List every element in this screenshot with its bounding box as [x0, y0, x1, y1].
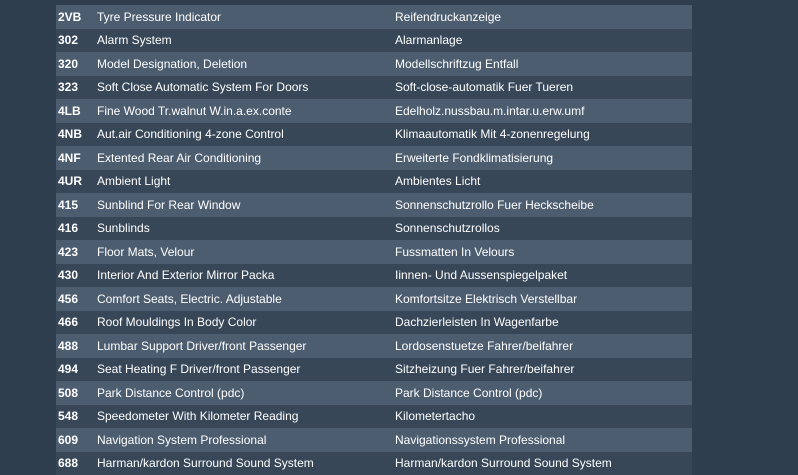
option-code: 320 [56, 57, 97, 71]
option-code: 488 [56, 339, 97, 353]
option-english: Soft Close Automatic System For Doors [97, 80, 395, 94]
table-row [56, 76, 692, 100]
option-english: Speedometer With Kilometer Reading [97, 409, 395, 423]
option-german: Ambientes Licht [395, 174, 692, 188]
option-german: Lordosenstuetze Fahrer/beifahrer [395, 339, 692, 353]
option-code: 508 [56, 386, 97, 400]
option-code: 323 [56, 80, 97, 94]
option-english: Sunblind For Rear Window [97, 198, 395, 212]
option-german: Komfortsitze Elektrisch Verstellbar [395, 292, 692, 306]
option-english: Seat Heating F Driver/front Passenger [97, 362, 395, 376]
option-english: Harman/kardon Surround Sound System [97, 456, 395, 470]
table-row [56, 381, 692, 405]
option-code: 430 [56, 268, 97, 282]
table-row [56, 358, 692, 382]
option-code: 302 [56, 33, 97, 47]
option-german: Kilometertacho [395, 409, 692, 423]
option-code: 415 [56, 198, 97, 212]
options-table [56, 5, 692, 475]
table-row [56, 287, 692, 311]
option-english: Ambient Light [97, 174, 395, 188]
option-german: Soft-close-automatik Fuer Tueren [395, 80, 692, 94]
option-english: Floor Mats, Velour [97, 245, 395, 259]
option-code: 4NB [56, 127, 97, 141]
table-row [56, 99, 692, 123]
option-german: Sonnenschutzrollo Fuer Heckscheibe [395, 198, 692, 212]
option-english: Roof Mouldings In Body Color [97, 315, 395, 329]
option-english: Interior And Exterior Mirror Packa [97, 268, 395, 282]
option-code: 4UR [56, 174, 97, 188]
option-english: Comfort Seats, Electric. Adjustable [97, 292, 395, 306]
option-german: Modellschriftzug Entfall [395, 57, 692, 71]
option-english: Lumbar Support Driver/front Passenger [97, 339, 395, 353]
option-german: Navigationssystem Professional [395, 433, 692, 447]
option-code: 494 [56, 362, 97, 376]
table-row [56, 29, 692, 53]
table-row [56, 170, 692, 194]
option-german: Iinnen- Und Aussenspiegelpaket [395, 268, 692, 282]
option-code: 2VB [56, 10, 97, 24]
table-row [56, 405, 692, 429]
option-german: Edelholz.nussbau.m.intar.u.erw.umf [395, 104, 692, 118]
option-german: Sitzheizung Fuer Fahrer/beifahrer [395, 362, 692, 376]
table-row [56, 311, 692, 335]
option-german: Sonnenschutzrollos [395, 221, 692, 235]
option-german: Fussmatten In Velours [395, 245, 692, 259]
option-code: 688 [56, 456, 97, 470]
table-row [56, 146, 692, 170]
table-row [56, 5, 692, 29]
option-german: Dachzierleisten In Wagenfarbe [395, 315, 692, 329]
option-code: 4NF [56, 151, 97, 165]
option-english: Tyre Pressure Indicator [97, 10, 395, 24]
option-english: Park Distance Control (pdc) [97, 386, 395, 400]
option-german: Erweiterte Fondklimatisierung [395, 151, 692, 165]
option-german: Reifendruckanzeige [395, 10, 692, 24]
table-row [56, 428, 692, 452]
option-english: Sunblinds [97, 221, 395, 235]
option-code: 4LB [56, 104, 97, 118]
table-row [56, 193, 692, 217]
option-code: 423 [56, 245, 97, 259]
option-english: Fine Wood Tr.walnut W.in.a.ex.conte [97, 104, 395, 118]
option-german: Klimaautomatik Mit 4-zonenregelung [395, 127, 692, 141]
table-row [56, 52, 692, 76]
option-code: 416 [56, 221, 97, 235]
option-english: Navigation System Professional [97, 433, 395, 447]
option-english: Alarm System [97, 33, 395, 47]
table-row [56, 240, 692, 264]
table-row [56, 264, 692, 288]
option-english: Extented Rear Air Conditioning [97, 151, 395, 165]
table-row [56, 123, 692, 147]
table-row [56, 452, 692, 475]
option-code: 456 [56, 292, 97, 306]
option-english: Aut.air Conditioning 4-zone Control [97, 127, 395, 141]
table-row [56, 217, 692, 241]
option-code: 466 [56, 315, 97, 329]
option-code: 548 [56, 409, 97, 423]
option-german: Alarmanlage [395, 33, 692, 47]
option-german: Harman/kardon Surround Sound System [395, 456, 692, 470]
option-english: Model Designation, Deletion [97, 57, 395, 71]
table-row [56, 334, 692, 358]
option-german: Park Distance Control (pdc) [395, 386, 692, 400]
option-code: 609 [56, 433, 97, 447]
